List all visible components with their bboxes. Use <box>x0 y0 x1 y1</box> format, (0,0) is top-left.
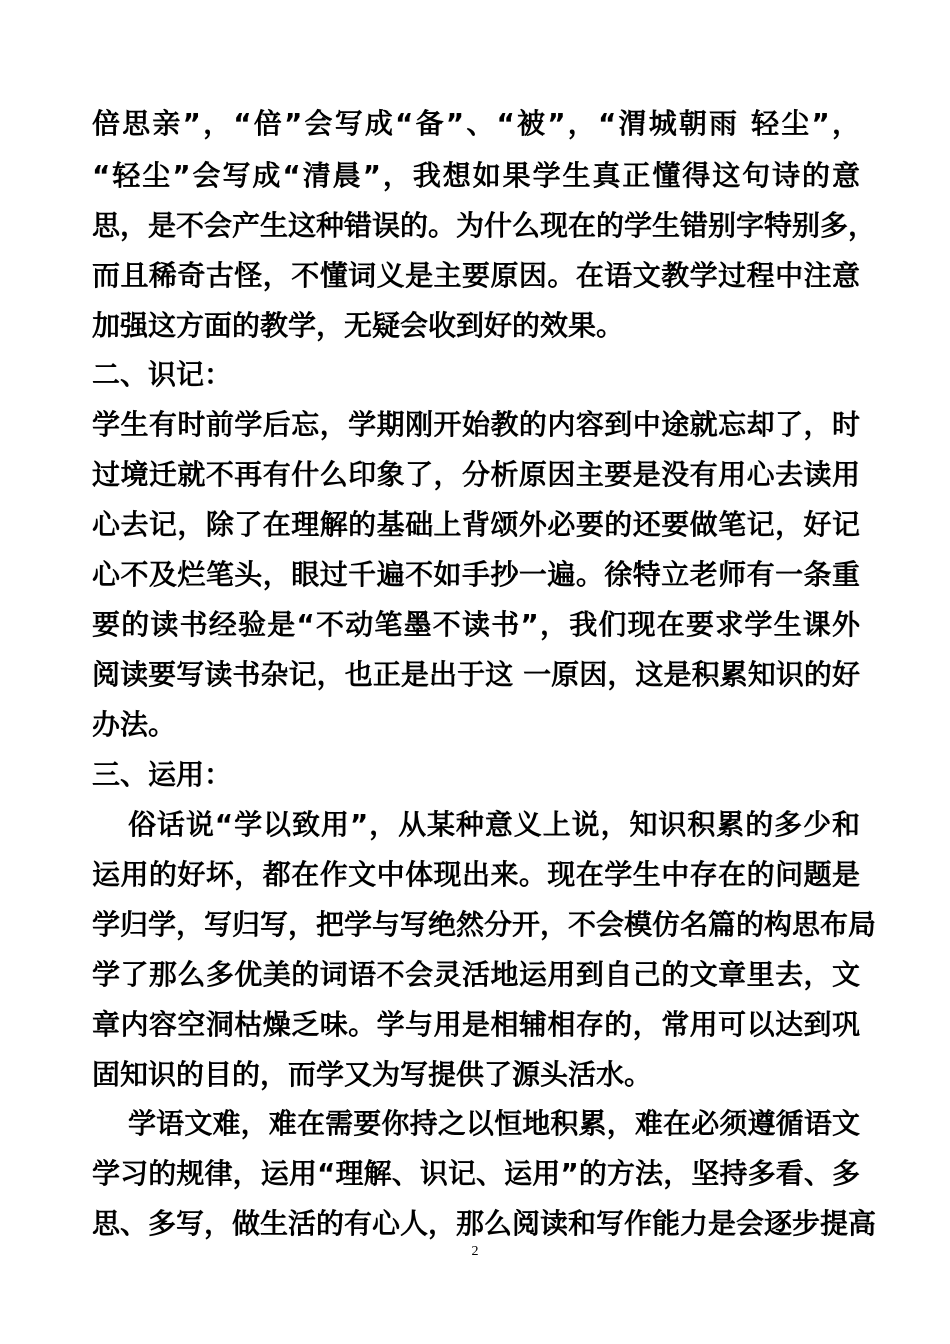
body-line: 思、多写，做生活的有心人，那么阅读和写作能力是会逐步提高 <box>92 1207 877 1240</box>
section-heading-recall: 二、识记： <box>92 358 233 391</box>
page-number: 2 <box>471 1244 479 1259</box>
body-line: 运用的好坏，都在作文中体现出来。现在学生中存在的问题是 <box>92 858 860 891</box>
body-line: 俗话说“学以致用”，从某种意义上说，知识积累的多少和 <box>128 808 860 841</box>
body-line: 学生有时前学后忘，学期刚开始教的内容到中途就忘却了，时 <box>92 408 860 441</box>
body-line: 固知识的目的，而学又为写提供了源头活水。 <box>92 1058 653 1091</box>
body-line: 心不及烂笔头，眼过千遍不如手抄一遍。徐特立老师有一条重 <box>92 558 860 591</box>
body-line: 学习的规律，运用“理解、识记、运用”的方法，坚持多看、多 <box>92 1157 860 1190</box>
body-line: “轻尘”会写成“清晨”，我想如果学生真正懂得这句诗的意 <box>92 159 860 192</box>
body-line: 过境迁就不再有什么印象了，分析原因主要是没有用心去读用 <box>92 458 860 491</box>
body-line: 心去记，除了在理解的基础上背颂外必要的还要做笔记，好记 <box>92 508 860 541</box>
body-line: 章内容空洞枯燥乏味。学与用是相辅相存的，常用可以达到巩 <box>92 1008 860 1041</box>
body-line: 阅读要写读书杂记，也正是出于这 一原因，这是积累知识的好 <box>92 658 860 691</box>
body-line: 学归学，写归写，把学与写绝然分开，不会模仿名篇的构思布局 <box>92 908 877 941</box>
section-heading-apply: 三、运用： <box>92 758 233 791</box>
body-line: 要的读书经验是“不动笔墨不读书”，我们现在要求学生课外 <box>92 608 860 641</box>
body-line: 倍思亲”，“倍”会写成“备”、“被”，“渭城朝雨 轻尘”， <box>92 107 860 140</box>
body-line: 思，是不会产生这种错误的。为什么现在的学生错别字特别多， <box>92 209 877 242</box>
body-line: 学语文难，难在需要你持之以恒地积累，难在必须遵循语文 <box>128 1107 860 1140</box>
body-line: 而且稀奇古怪，不懂词义是主要原因。在语文教学过程中注意 <box>92 259 860 292</box>
body-line: 学了那么多优美的词语不会灵活地运用到自己的文章里去，文 <box>92 958 860 991</box>
body-line: 办法。 <box>92 708 177 741</box>
body-line: 加强这方面的教学，无疑会收到好的效果。 <box>92 309 625 342</box>
